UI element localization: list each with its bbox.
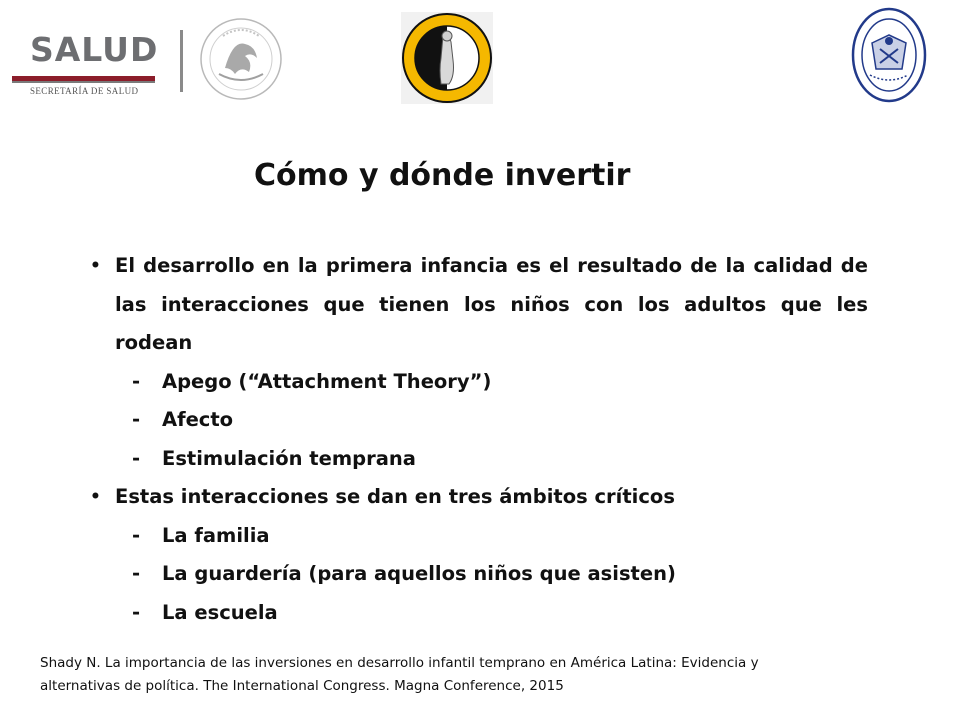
hospital-infantil-de-mexico-seal-icon [850, 5, 928, 105]
citation-line: alternativas de política. The International Congress. Magna Conference, 2015 [40, 678, 564, 694]
citation [40, 652, 900, 698]
citation-line: Shady N. La importancia de las inversiones en desarrollo infantil temprano en América Latina: Evidencia y [40, 655, 759, 671]
slide-body [90, 247, 868, 632]
sub-item [90, 594, 868, 633]
salud-logo-word: SALUD [30, 30, 159, 69]
sub-item-text: Estimulación temprana [162, 446, 416, 470]
sub-item [90, 440, 868, 479]
sub-item-text: Apego (“Attachment Theory”) [162, 369, 492, 393]
academia-nacional-de-medicina-seal-icon [399, 10, 495, 106]
bullet-marker: • [90, 256, 101, 276]
sub-item-marker: - [132, 562, 141, 585]
sub-item-text: La guardería (para aquellos niños que asisten) [162, 562, 676, 585]
sub-item-marker: - [132, 446, 141, 470]
logo-divider [180, 30, 183, 92]
salud-logo-underline [12, 81, 155, 83]
mexican-eagle-seal-icon [195, 16, 287, 102]
sub-item [90, 517, 868, 556]
sub-item-marker: - [132, 369, 141, 393]
salud-logo [12, 28, 162, 98]
salud-logo-subtitle: SECRETARÍA DE SALUD [30, 86, 139, 96]
bullet-text: El desarrollo en la primera infancia es el resultado de la calidad de las interacciones que tienen los niños con los adultos que les rodean [115, 254, 868, 354]
bullet-item [90, 478, 868, 517]
sub-item-marker: - [132, 523, 141, 547]
sub-item-text: La familia [162, 523, 270, 547]
sub-item-marker: - [132, 408, 141, 431]
sub-item [90, 401, 868, 440]
bullet-text: Estas interacciones se dan en tres ámbitos críticos [115, 485, 675, 508]
bullet-marker: • [90, 487, 101, 507]
sub-item-text: Afecto [162, 408, 234, 431]
sub-item [90, 555, 868, 594]
slide-title: Cómo y dónde invertir [254, 158, 631, 193]
logo-bar [0, 0, 960, 120]
sub-item-text: La escuela [162, 600, 278, 624]
bullet-item [90, 247, 868, 363]
sub-item [90, 363, 868, 402]
sub-item-marker: - [132, 600, 141, 624]
